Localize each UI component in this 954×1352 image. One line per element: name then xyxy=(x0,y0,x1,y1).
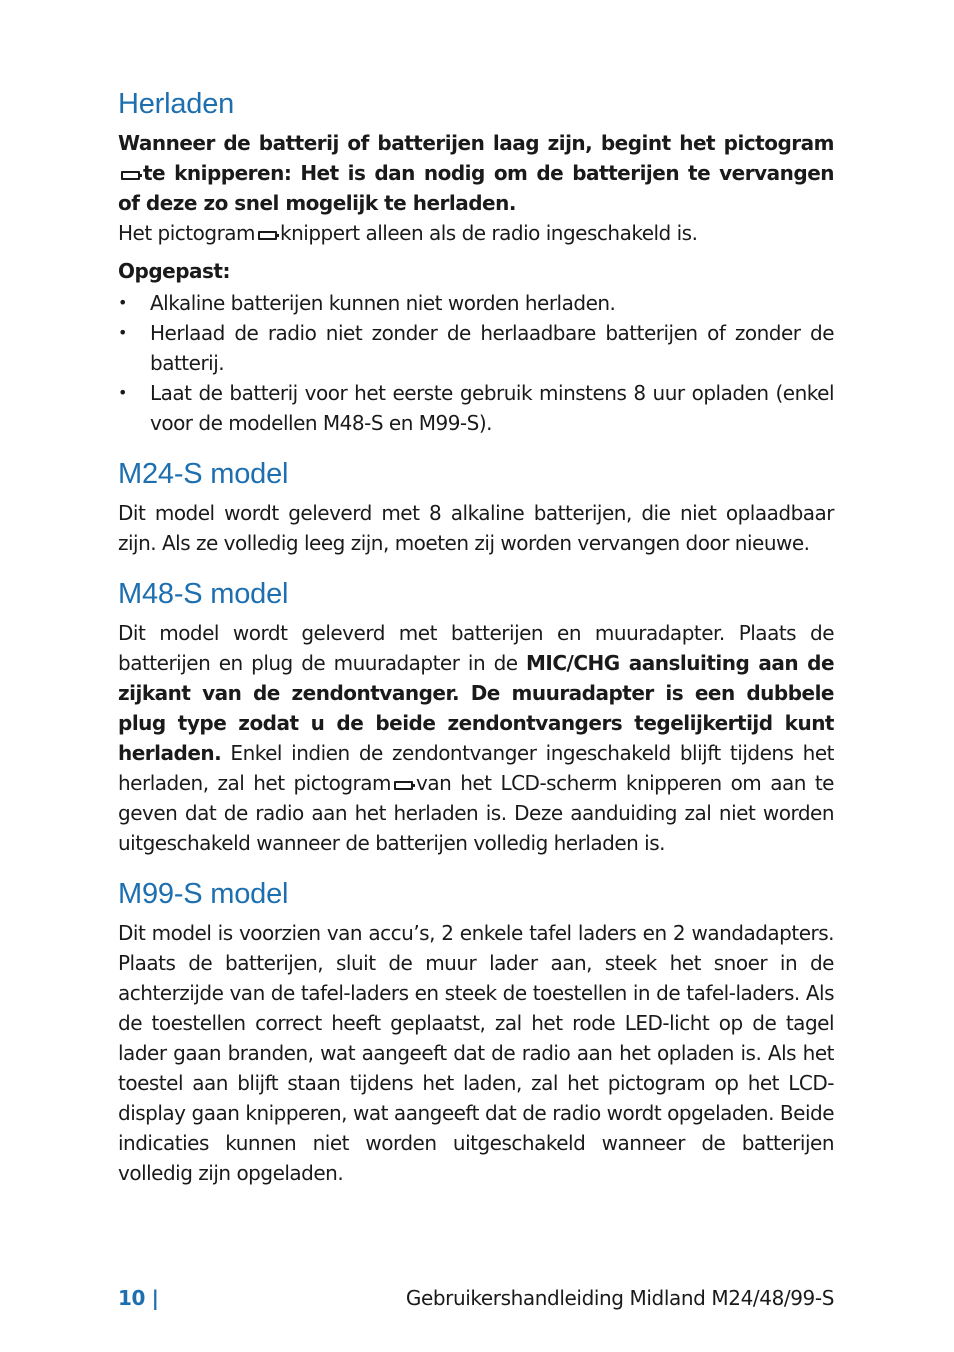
list-item xyxy=(118,288,834,318)
battery-icon xyxy=(121,171,140,180)
page-content xyxy=(118,86,834,1206)
heading-m99: M99-S model xyxy=(118,878,289,910)
herladen-warning xyxy=(118,128,834,218)
bullet-icon: • xyxy=(118,323,127,342)
herladen-note-part2: knippert alleen als de radio ingeschakeld is. xyxy=(280,221,698,245)
list-item-text: Alkaline batterijen kunnen niet worden herladen. xyxy=(150,291,616,315)
section-m99 xyxy=(118,876,834,1188)
section-m24 xyxy=(118,456,834,558)
m48-text-part1: Dit model wordt geleverd met batterijen en muuradapter. Plaats de batterijen en plug de muuradapter in de xyxy=(118,621,834,675)
battery-icon xyxy=(394,781,413,790)
list-item-text: Laat de batterij voor het eerste gebruik minstens 8 uur opladen (enkel voor de modellen M48-S en M99-S). xyxy=(150,381,834,435)
heading-m48: M48-S model xyxy=(118,578,289,610)
m48-text-part4: van het LCD-scherm knipperen om aan te geven dat de radio aan het herladen is. Deze aanduiding zal niet worden uitgeschakeld wanneer de batterijen volledig herladen is. xyxy=(118,771,834,855)
heading-m24: M24-S model xyxy=(118,458,289,490)
bullet-icon: • xyxy=(118,383,127,402)
m48-text-part3: Enkel indien de zendontvanger ingeschakeld blijft tijdens het herladen, zal het pictogram xyxy=(118,741,834,795)
herladen-note-part1: Het pictogram xyxy=(118,221,256,245)
page-footer xyxy=(118,1282,834,1316)
attention-list xyxy=(118,288,834,438)
herladen-warning-part2: te knipperen: Het is dan nodig om de batterijen te vervangen of deze zo snel mogelijk te herladen. xyxy=(118,161,834,215)
list-item-text: Herlaad de radio niet zonder de herlaadbare batterijen of zonder de batterij. xyxy=(150,321,834,375)
battery-icon xyxy=(258,231,277,240)
attention-label: Opgepast: xyxy=(118,259,230,283)
m48-text-bold: MIC/CHG aansluiting aan de zijkant van de zendontvanger. De muuradapter is een dubbele plug type zodat u de beide zendontvangers tegelijkertijd kunt herladen. xyxy=(118,651,835,765)
m99-text: Dit model is voorzien van accu’s, 2 enkele tafel laders en 2 wandadapters. Plaats de batterijen, sluit de muur lader aan, steek het snoer in de achterzijde van de tafel-laders en steek de toestellen in de tafel-laders. Als de toestellen correct heeft geplaatst, zal het rode LED-licht op de tagel lader gaan branden, wat aangeeft dat de radio aan het opladen is. Als het toestel aan blijft staan tijdens het laden, zal het pictogram op het LCD-display gaan knipperen, wat aangeeft dat de radio wordt opgeladen. Beide indicaties kunnen niet worden uitgeschakeld wanneer de batterijen volledig zijn opgeladen. xyxy=(118,921,834,1185)
bullet-icon: • xyxy=(118,293,127,312)
section-m48 xyxy=(118,576,834,858)
m24-text: Dit model wordt geleverd met 8 alkaline batterijen, die niet oplaadbaar zijn. Als ze volledig leeg zijn, moeten zij worden vervangen door nieuwe. xyxy=(118,501,834,555)
page-number: 10 | xyxy=(118,1286,159,1310)
list-item xyxy=(118,378,834,438)
footer-title: Gebruikershandleiding Midland M24/48/99-S xyxy=(405,1286,834,1310)
herladen-warning-part1: Wanneer de batterij of batterijen laag zijn, begint het pictogram xyxy=(118,131,834,155)
m48-text xyxy=(118,618,834,858)
list-item xyxy=(118,318,834,378)
section-herladen xyxy=(118,86,834,438)
herladen-note xyxy=(118,218,834,248)
heading-herladen: Herladen xyxy=(118,88,235,120)
